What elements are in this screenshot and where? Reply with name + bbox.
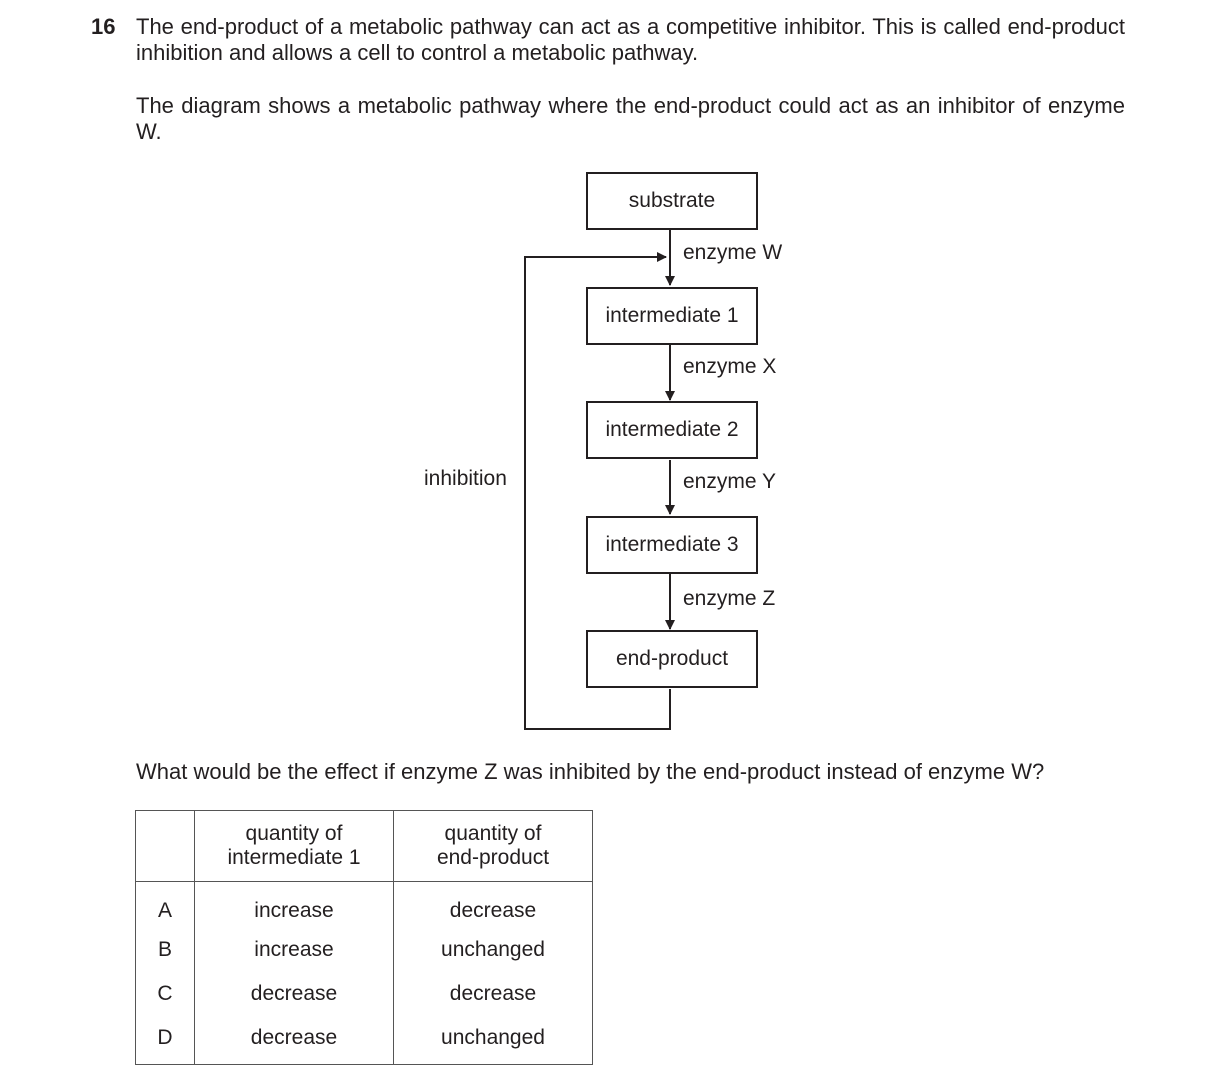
box-intermediate-1: intermediate 1 [586, 287, 758, 345]
table-row [136, 882, 593, 929]
header-blank [136, 811, 195, 882]
label-inhibition: inhibition [424, 467, 507, 490]
label-enzyme-x: enzyme X [683, 355, 777, 378]
header-end-product-line1: quantity of [444, 822, 542, 845]
option-letter: C [136, 972, 195, 1016]
table-row [136, 972, 593, 1016]
cell-end-product: decrease [449, 982, 537, 1005]
table-header-row [136, 811, 593, 882]
cell-end-product: decrease [449, 899, 537, 922]
option-letter: A [136, 882, 195, 929]
cell-intermediate-1: increase [195, 928, 394, 972]
box-intermediate-2: intermediate 2 [586, 401, 758, 459]
table-row [136, 1016, 593, 1065]
cell-end-product: unchanged [441, 1026, 545, 1049]
box-substrate: substrate [586, 172, 758, 230]
cell-intermediate-1: increase [195, 882, 394, 929]
header-end-product [394, 811, 593, 882]
header-intermediate-1-line1: quantity of [245, 822, 343, 845]
header-intermediate-1 [195, 811, 394, 882]
cell-end-product: unchanged [441, 938, 545, 961]
box-intermediate-3: intermediate 3 [586, 516, 758, 574]
header-end-product-line2: end-product [436, 846, 550, 869]
question-number: 16 [91, 14, 116, 39]
label-enzyme-y: enzyme Y [683, 470, 776, 493]
option-letter: B [136, 928, 195, 972]
diagram-description: The diagram shows a metabolic pathway where the end-product could act as an inhibitor of enzyme W. [136, 93, 1125, 144]
answer-table [135, 810, 593, 1065]
option-letter: D [136, 1016, 195, 1065]
intro-paragraph: The end-product of a metabolic pathway can act as a competitive inhibitor. This is called end-product inhibition and allows a cell to control a metabolic pathway. [136, 14, 1125, 65]
cell-intermediate-1: decrease [195, 1016, 394, 1065]
table-row [136, 928, 593, 972]
box-end-product: end-product [586, 630, 758, 688]
header-intermediate-1-line2: intermediate 1 [227, 846, 361, 869]
question-prompt: What would be the effect if enzyme Z was inhibited by the end-product instead of enzyme W? [136, 759, 1045, 784]
label-enzyme-w: enzyme W [683, 241, 783, 264]
label-enzyme-z: enzyme Z [683, 587, 776, 610]
cell-intermediate-1: decrease [195, 972, 394, 1016]
